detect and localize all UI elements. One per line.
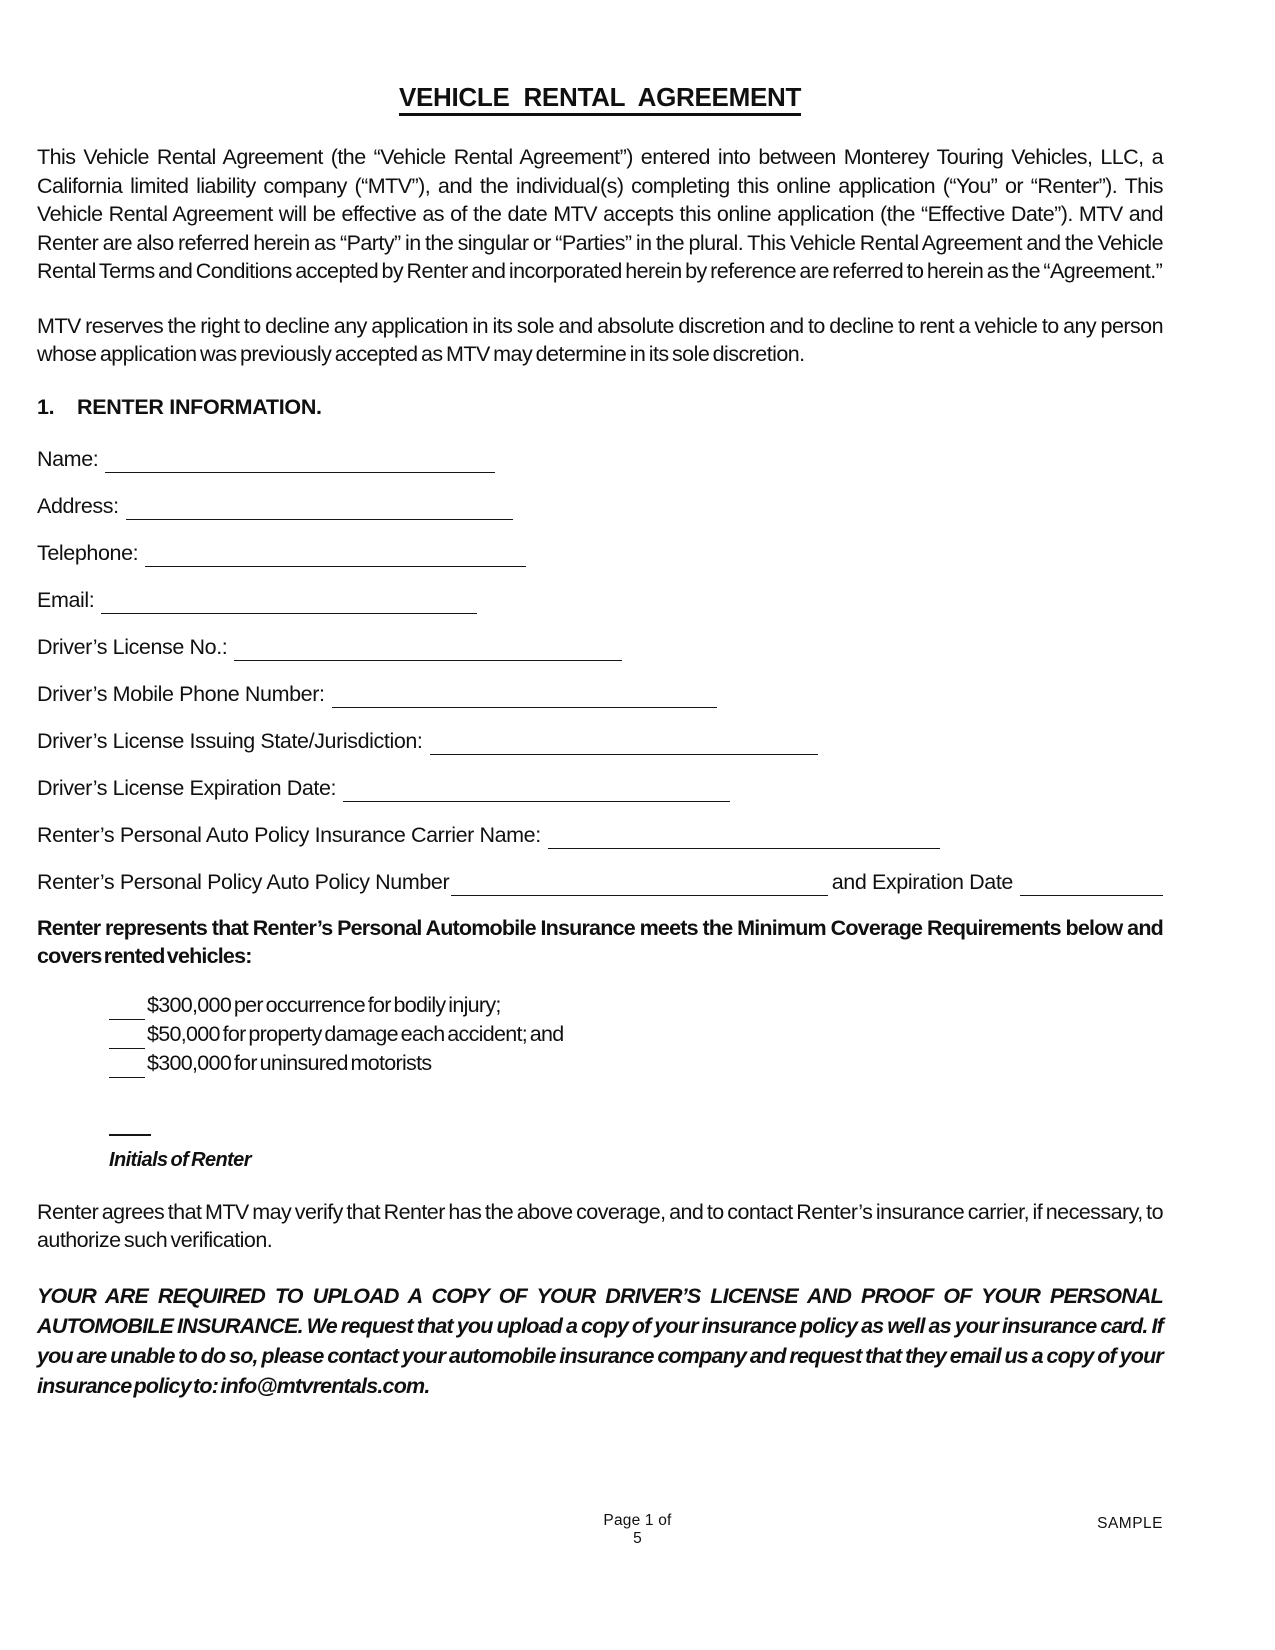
field-telephone-label: Telephone: (37, 540, 139, 565)
field-license-expiration-label: Driver’s License Expiration Date: (37, 775, 337, 800)
field-insurance-carrier (37, 820, 1163, 849)
page-title (37, 82, 1163, 113)
initials-label: Initials of Renter (109, 1148, 251, 1171)
coverage-item-text: $300,000 for uninsured motorists (147, 1050, 432, 1075)
coverage-initial-blank-line (109, 1054, 145, 1078)
field-policy-number-label: Renter’s Personal Policy Auto Policy Number (37, 869, 450, 894)
field-telephone-blank-line (145, 541, 526, 567)
field-license-state-blank-line (430, 729, 818, 755)
field-name-blank-line (105, 447, 495, 473)
page-title-text: VEHICLE RENTAL AGREEMENT (399, 82, 801, 116)
intro-paragraph: This Vehicle Rental Agreement (the “Vehicle Rental Agreement”) entered into between Monterey Touring Vehicles, LLC, a California limited liability company (“MTV”), and the individual(s) completing this online application (“You” or “Renter”). This Vehicle Rental Agreement will be effective as of the date MTV accepts this online application (the “Effective Date”). MTV and Renter are also referred herein as “Party” in the singular or “Parties” in the plural. This Vehicle Rental Agreement and the Vehicle Rental Terms and Conditions accepted by Renter and incorporated herein by reference are referred to herein as the “Agreement.” (37, 145, 1163, 283)
coverage-item-bodily-injury (109, 991, 1163, 1020)
field-license-state (37, 726, 1163, 755)
field-policy-number-blank-line (451, 870, 828, 896)
field-email (37, 585, 1163, 614)
field-policy-number-and-expiration (37, 867, 1163, 896)
initials-block (109, 1116, 1163, 1172)
field-expiration-date-blank-line (1020, 870, 1163, 896)
verification-paragraph: Renter agrees that MTV may verify that Renter has the above coverage, and to contact Renter’s insurance carrier, if necessary, to authorize such verification. (37, 1199, 1163, 1252)
field-address-blank-line (126, 494, 513, 520)
page-total-partial (0, 1530, 1275, 1547)
field-address-label: Address: (37, 493, 119, 518)
field-email-label: Email: (37, 587, 95, 612)
field-insurance-carrier-blank-line (548, 823, 940, 849)
page-number-label: Page 1 of (603, 1512, 672, 1529)
coverage-initial-blank-line (109, 1025, 145, 1049)
field-drivers-license-no-blank-line (234, 635, 622, 661)
page-footer (0, 1512, 1275, 1547)
field-name-label: Name: (37, 446, 99, 471)
coverage-item-text: $50,000 for property damage each accident; and (147, 1021, 564, 1046)
coverage-item-uninsured-motorists (109, 1049, 1163, 1078)
document-content (37, 82, 1163, 1427)
section-1-number: 1. (37, 394, 55, 419)
field-drivers-license-no (37, 632, 1163, 661)
field-name (37, 444, 1163, 473)
page-total-text: 5 (633, 1530, 642, 1547)
section-1-title: RENTER INFORMATION. (77, 394, 322, 419)
field-license-expiration-blank-line (343, 776, 730, 802)
field-email-blank-line (101, 588, 477, 614)
field-expiration-date-label: and Expiration Date (831, 869, 1013, 894)
section-1-heading (37, 395, 1163, 420)
coverage-initial-blank-line (109, 996, 145, 1020)
field-license-expiration (37, 773, 1163, 802)
upload-notice-paragraph: YOUR ARE REQUIRED TO UPLOAD A COPY OF YOUR DRIVER’S LICENSE AND PROOF OF YOUR PERSONAL AUTOMOBILE INSURANCE. We request that you upload a copy of your insurance policy as well as your insurance card. If you are unable to do so, please contact your automobile insurance company and request that they email us a copy of your insurance policy to: info@mtvrentals.com. (37, 1283, 1163, 1398)
discretion-paragraph: MTV reserves the right to decline any application in its sole and absolute discretion and to decline to rent a vehicle to any person whose application was previously accepted as MTV may determine in its sole discretion. (37, 313, 1163, 366)
field-mobile-phone-label: Driver’s Mobile Phone Number: (37, 681, 325, 706)
coverage-requirements-intro: Renter represents that Renter’s Personal Automobile Insurance meets the Minimum Coverage Requirements below and covers rented vehicles: (37, 915, 1163, 968)
field-license-state-label: Driver’s License Issuing State/Jurisdiction: (37, 728, 423, 753)
field-mobile-phone-blank-line (332, 682, 717, 708)
field-telephone (37, 538, 1163, 567)
coverage-item-text: $300,000 per occurrence for bodily injury; (147, 992, 501, 1017)
field-address (37, 491, 1163, 520)
field-drivers-license-no-label: Driver’s License No.: (37, 634, 228, 659)
field-insurance-carrier-label: Renter’s Personal Auto Policy Insurance Carrier Name: (37, 822, 541, 847)
coverage-item-property-damage (109, 1020, 1163, 1049)
sample-watermark: SAMPLE (1097, 1515, 1163, 1532)
field-mobile-phone (37, 679, 1163, 708)
initials-blank-line (109, 1116, 151, 1136)
